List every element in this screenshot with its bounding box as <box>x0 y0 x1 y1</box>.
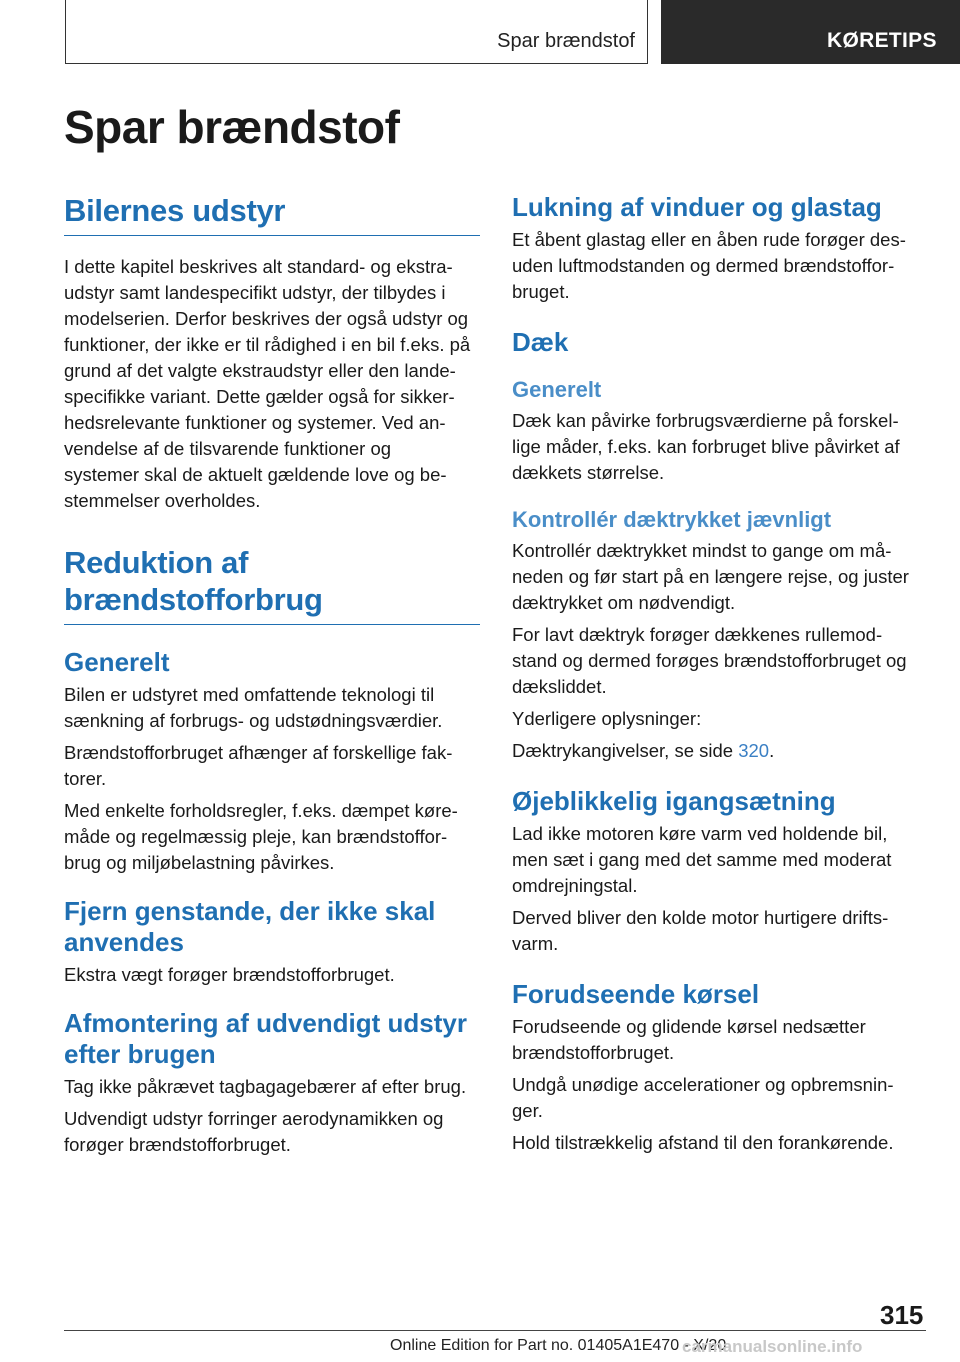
paragraph-forudseende-3: Hold tilstrækkelig afstand til den forankørende. <box>512 1132 894 1153</box>
paragraph-kontroller-1: Kontrollér dæktrykket mindst to gange om må- neden og før start på en længere rejse, og juster dæktrykket om nødvendigt. <box>512 540 909 613</box>
paragraph-generelt-2: Brændstofforbruget afhænger af forskellige fak- torer. <box>64 742 453 789</box>
heading-generelt-left: Generelt <box>64 647 170 677</box>
cross-reference-end: . <box>769 740 775 761</box>
paragraph-kontroller-3: Yderligere oplysninger: <box>512 708 702 729</box>
paragraph-generelt-3: Med enkelte forholdsregler, f.eks. dæmpet køre- måde og regelmæssig pleje, kan brændstoffor- brug og miljøbelastning påvirkes. <box>64 800 458 873</box>
right-column <box>512 192 926 1156</box>
paragraph-kontroller-2: For lavt dæktryk forøger dækkenes rullemod- stand og dermed forøges brændstofforbruget og dæksliddet. <box>512 624 907 697</box>
paragraph-generelt-1: Bilen er udstyret med omfattende teknologi til sænkning af forbrugs- og udstødningsværdier. <box>64 684 443 731</box>
page-title: Spar brændstof <box>64 101 400 153</box>
paragraph-afmontering-1: Tag ikke påkrævet tagbagagebærer af efter brug. <box>64 1076 467 1097</box>
heading-kontroller: Kontrollér dæktrykket jævnligt <box>512 507 832 532</box>
paragraph-fjern: Ekstra vægt forøger brændstofforbruget. <box>64 964 395 985</box>
paragraph-lukning: Et åbent glastag eller en åben rude forøger des- uden luftmodstanden og dermed brændstoffor- bruget. <box>512 229 906 302</box>
cross-reference-text: Dæktrykangivelser, se side <box>512 740 739 761</box>
heading-ojeblikkelig: Øjeblikkelig igangsætning <box>512 786 836 816</box>
watermark-logo: carmanualsonline.info <box>682 1337 863 1356</box>
left-column <box>64 192 480 1158</box>
heading-fjern-genstande: Fjern genstande, der ikke skal anvendes <box>64 896 436 957</box>
heading-forudseende: Forudseende kørsel <box>512 979 760 1009</box>
header-chapter-tab: KØRETIPS <box>661 0 960 64</box>
paragraph-daek-generelt: Dæk kan påvirke forbrugsværdierne på forskel- lige måder, f.eks. kan forbruget blive påvirket af dækkets størrelse. <box>512 410 900 483</box>
page-number: 315 <box>880 1300 924 1330</box>
paragraph-kontroller-4 <box>512 738 926 764</box>
heading-generelt-right: Generelt <box>512 377 602 402</box>
paragraph-forudseende-2: Undgå unødige accelerationer og opbremsnin- ger. <box>512 1074 894 1121</box>
footer-edition: Online Edition for Part no. 01405A1E470 - X/20 <box>390 1337 727 1354</box>
header-section-title: Spar brændstof <box>497 30 635 52</box>
paragraph-forudseende-1: Forudseende og glidende kørsel nedsætter brændstofforbruget. <box>512 1016 866 1063</box>
heading-reduktion: Reduktion af brændstofforbrug <box>64 544 480 625</box>
paragraph-afmontering-2: Udvendigt udstyr forringer aerodynamikken og forøger brændstofforbruget. <box>64 1108 444 1155</box>
paragraph-ojeblikkelig-1: Lad ikke motoren køre varm ved holdende bil, men sæt i gang med det samme med moderat omdrejningstal. <box>512 823 892 896</box>
heading-daek: Dæk <box>512 327 569 357</box>
heading-bilernes-udstyr: Bilernes udstyr <box>64 192 480 236</box>
paragraph-bilernes-udstyr: I dette kapitel beskrives alt standard- og ekstra- udstyr samt landespecifikt udstyr, der tilbydes i modelserien. Derfor beskrives der også udstyr og funktioner, der ikke er til rådighed i en bil f.eks. på grund af det valgte ekstraudstyr eller den lande- specifikke variant. Dette gælder også for sikker- hedsrelevante funktioner og systemer. Ved an- vendelse af de tilsvarende funktioner og systemer skal de aktuelt gældende love og be- stemmelser overholdes. <box>64 256 471 511</box>
page-reference-link[interactable]: 320 <box>738 740 770 761</box>
heading-afmontering: Afmontering af udvendigt udstyr efter brugen <box>64 1008 467 1069</box>
footer-divider <box>64 1330 926 1331</box>
heading-lukning: Lukning af vinduer og glastag <box>512 192 882 222</box>
paragraph-ojeblikkelig-2: Derved bliver den kolde motor hurtigere drifts- varm. <box>512 907 889 954</box>
header-section-box <box>65 0 648 64</box>
